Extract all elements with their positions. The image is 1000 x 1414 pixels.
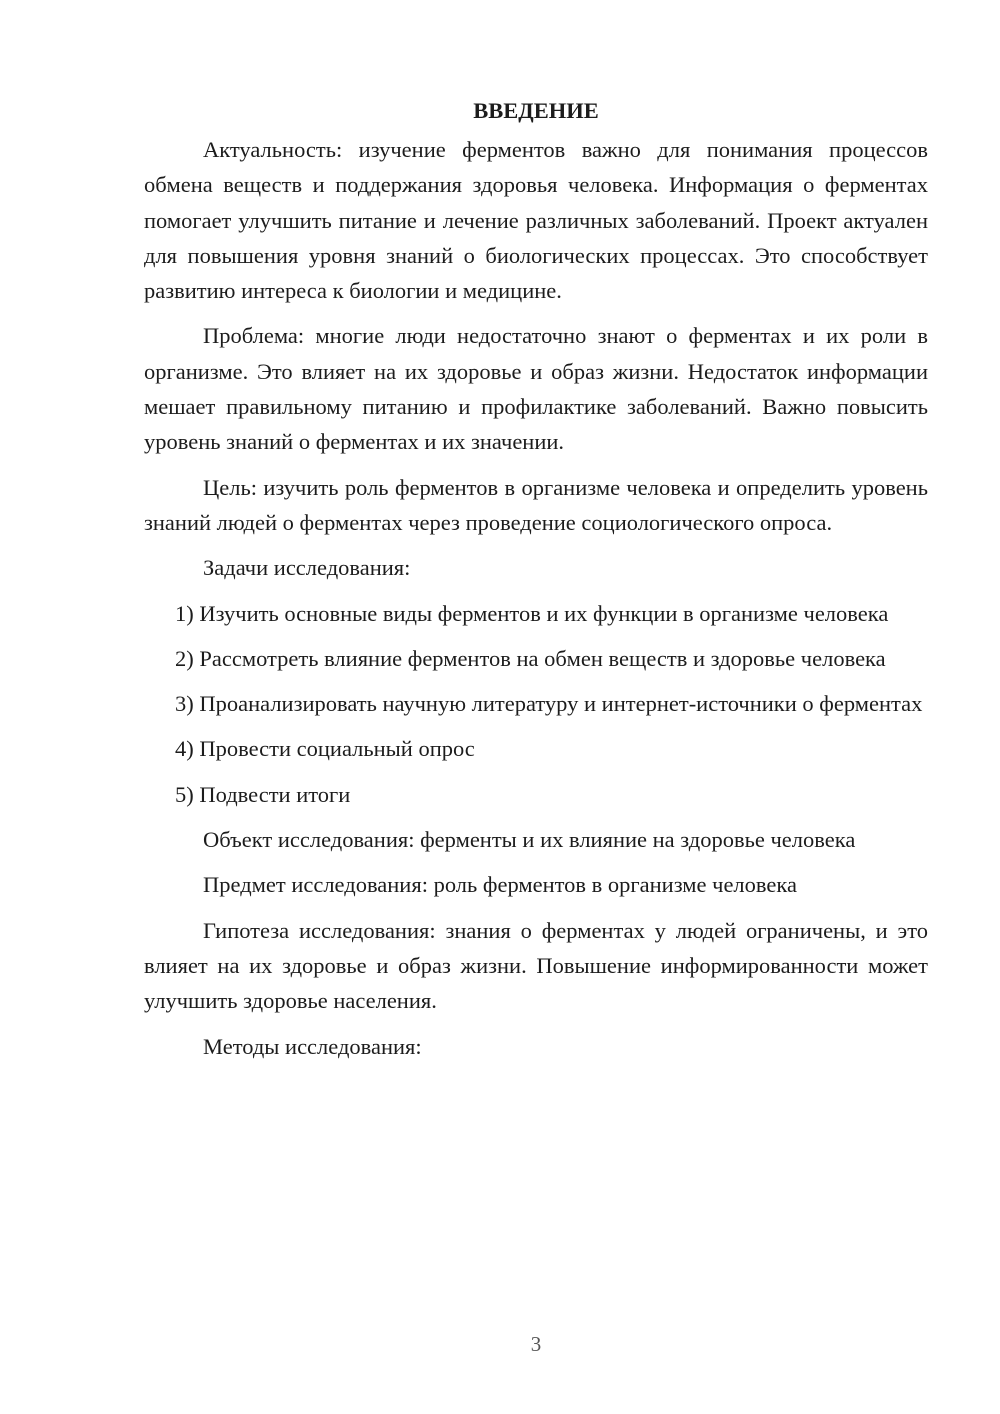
task-item-4: 4) Провести социальный опрос	[175, 736, 475, 762]
page-number: 3	[530, 1332, 542, 1356]
task-item-2: 2) Рассмотреть влияние ферментов на обмен веществ и здоровье человека	[175, 645, 886, 671]
hypothesis-paragraph: Гипотеза исследования: знания о ферментах у людей ограничены, и это влияет на их здоровье и образ жизни. Повышение информированности может улучшить здоровье населения.	[144, 917, 928, 1014]
goal-paragraph: Цель: изучить роль ферментов в организме человека и определить уровень знаний людей о ферментах через проведение социологического опроса.	[144, 474, 928, 535]
task-item-3: 3) Проанализировать научную литературу и интернет-источники о ферментах	[175, 691, 923, 717]
research-subject: Предмет исследования: роль ферментов в организме человека	[203, 872, 797, 898]
document-page	[144, 92, 928, 1074]
tasks-heading: Задачи исследования:	[203, 555, 411, 581]
task-item-5: 5) Подвести итоги	[175, 781, 351, 807]
research-object: Объект исследования: ферменты и их влияние на здоровье человека	[203, 827, 856, 853]
problem-paragraph: Проблема: многие люди недостаточно знают о ферментах и их роли в организме. Это влияет на их здоровье и образ жизни. Недостаток информации мешает правильному питанию и профилактике заболеваний. Важно повысить уровень знаний о ферментах и их значении.	[144, 323, 928, 455]
methods-heading: Методы исследования:	[203, 1033, 422, 1059]
task-item-1: 1) Изучить основные виды ферментов и их функции в организме человека	[175, 600, 889, 626]
relevance-paragraph: Актуальность: изучение ферментов важно для понимания процессов обмена веществ и поддержания здоровья человека. Информация о ферментах помогает улучшить питание и лечение различных заболеваний. Проект актуален для повышения уровня знаний о биологических процессах. Это способствует развитию интереса к биологии и медицине.	[144, 137, 928, 304]
section-title: ВВЕДЕНИЕ	[473, 98, 599, 123]
